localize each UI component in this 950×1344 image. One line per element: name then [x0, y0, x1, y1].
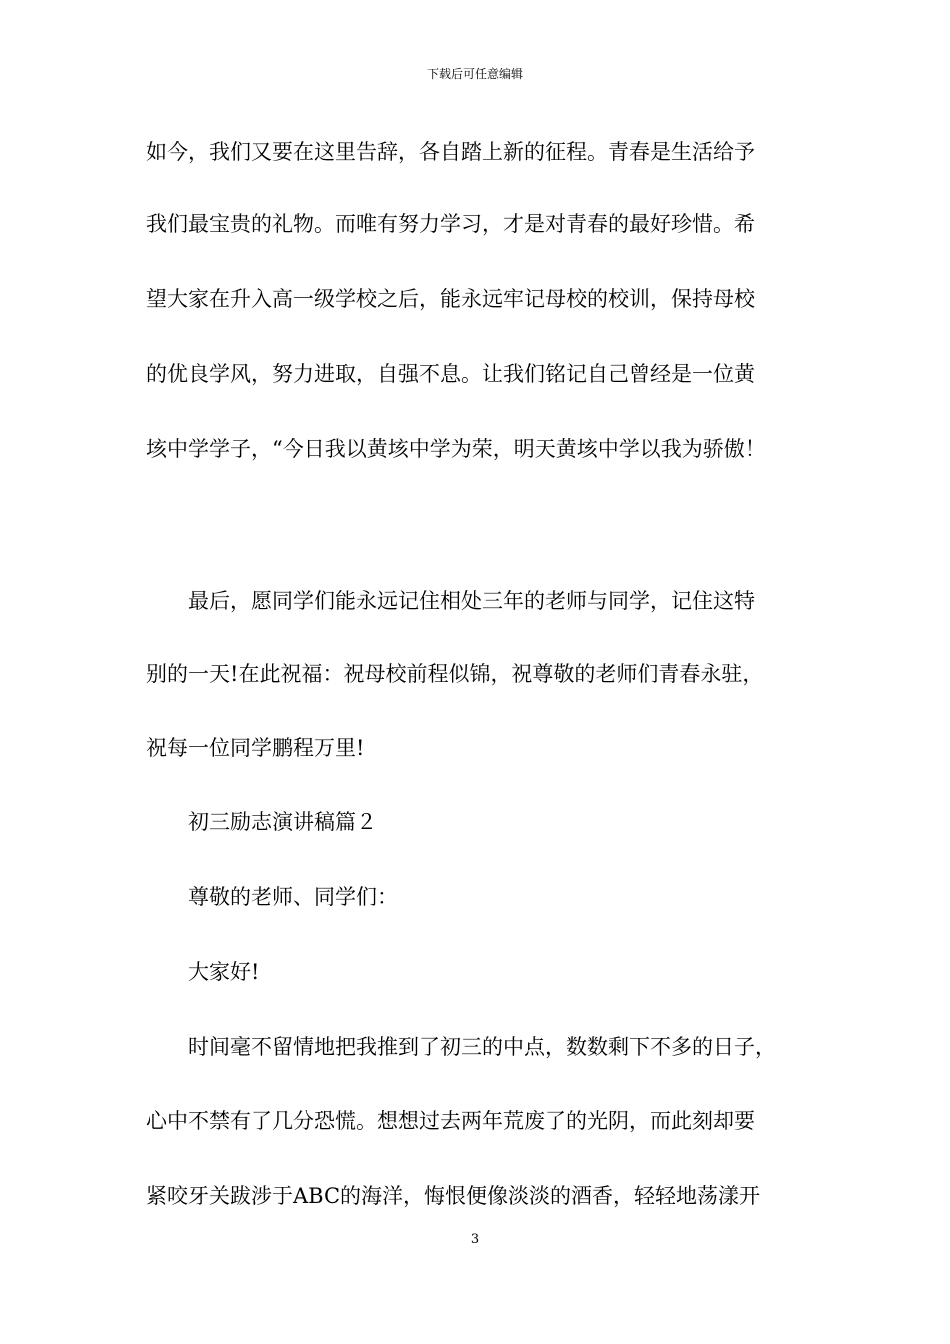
paragraph-line: 如今，我们又要在这里告辞，各自踏上新的征程。青春是生活给予 — [146, 140, 755, 164]
section-heading: 初三励志演讲稿篇２ — [146, 810, 377, 834]
paragraph-line: 紧咬牙关跋涉于ABC的海洋，悔恨便像淡淡的酒香，轻轻地荡漾开 — [146, 1184, 761, 1208]
paragraph-line: 望大家在升入高一级学校之后，能永远牢记母校的校训，保持母校 — [146, 287, 755, 311]
paragraph-line: 的优良学风，努力进取，自强不息。让我们铭记自己曾经是一位黄 — [146, 362, 755, 386]
salutation: 尊敬的老师、同学们： — [146, 885, 398, 909]
paragraph-line: 时间毫不留情地把我推到了初三的中点，数数剩下不多的日子， — [146, 1035, 776, 1059]
page-header: 下载后可任意编辑 — [426, 67, 523, 81]
page-number: 3 — [470, 1232, 480, 1247]
paragraph-line: 垓中学学子，“今日我以黄垓中学为荣，明天黄垓中学以我为骄傲！ — [146, 437, 766, 461]
paragraph-line: 心中不禁有了几分恐慌。想想过去两年荒废了的光阴，而此刻却要 — [146, 1109, 755, 1133]
paragraph-line: 最后，愿同学们能永远记住相处三年的老师与同学，记住这特 — [146, 589, 755, 613]
paragraph-line: 祝每一位同学鹏程万里! — [146, 736, 365, 760]
greeting: 大家好! — [146, 960, 260, 984]
paragraph-line: 别的一天!在此祝福：祝母校前程似锦，祝尊敬的老师们青春永驻， — [146, 662, 764, 686]
paragraph-line: 我们最宝贵的礼物。而唯有努力学习，才是对青春的最好珍惜。希 — [146, 212, 755, 236]
